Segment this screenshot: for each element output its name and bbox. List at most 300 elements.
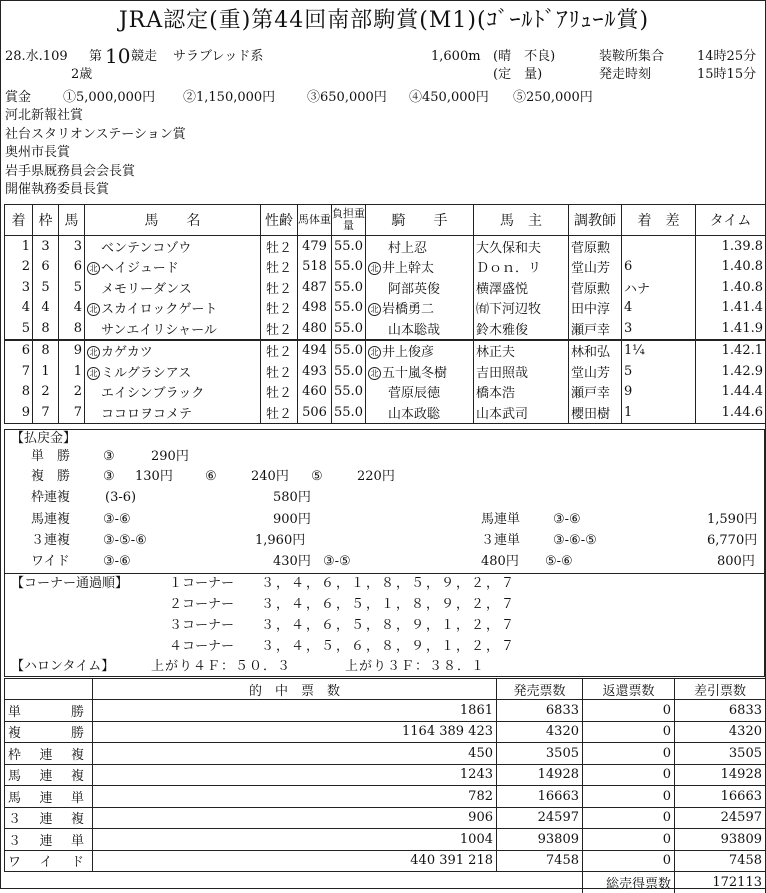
votes-bet-type: [5, 829, 93, 851]
result-jockey: [366, 236, 474, 257]
result-time: 1.44.4: [696, 382, 766, 403]
votes-row: [5, 829, 766, 851]
result-waku: 2: [33, 382, 59, 403]
start-time: 15時15分: [697, 67, 757, 82]
jockey-origin-mark: 北: [368, 262, 381, 275]
result-time: 1.39.8: [696, 236, 766, 257]
votes-col-net: 差引票数: [675, 679, 766, 700]
votes-sold: 14928: [497, 764, 583, 786]
result-jockey: [366, 402, 474, 423]
prize-2: ②1,150,000円: [183, 90, 276, 105]
sanrenpuku-combo: ③-⑤-⑥: [103, 533, 147, 548]
col-num: 馬: [59, 205, 85, 236]
votes-refund: 0: [583, 764, 675, 786]
jockey-origin-mark: 北: [368, 346, 381, 359]
bet-type-char: 連: [39, 812, 53, 828]
result-sex-age: 牡２: [261, 298, 298, 319]
bet-type-char: 連: [39, 790, 53, 806]
votes-bet-type-chars: [8, 744, 84, 763]
col-burden: 負担重量: [332, 205, 366, 236]
result-owner: 横澤盛悦: [474, 277, 569, 298]
bet-type-char: 単: [8, 704, 22, 720]
horse-name: ヘイジュード: [101, 261, 179, 277]
votes-sold: 24597: [497, 807, 583, 829]
race-number: 10: [105, 44, 131, 68]
result-rank: 3: [5, 277, 33, 298]
result-owner: 吉田照哉: [474, 361, 569, 382]
wide-combo-1: ③-⑥: [103, 554, 131, 569]
result-jockey: [366, 257, 474, 278]
horse-name: ミルグラシアス: [101, 365, 192, 381]
result-burden: 55.0: [332, 236, 366, 257]
result-trainer: 林和弘: [569, 340, 622, 362]
bet-type-char: イ: [39, 855, 53, 871]
results-table: [4, 204, 766, 424]
votes-refund: 0: [583, 700, 675, 722]
result-row: [5, 340, 766, 362]
result-sex-age: 牡２: [261, 277, 298, 298]
result-margin: 1¼: [622, 340, 696, 362]
result-margin: 3: [622, 318, 696, 340]
result-sex-age: 牡２: [261, 257, 298, 278]
bet-type-char: 連: [39, 747, 53, 763]
jockey-origin-mark: 北: [368, 303, 381, 316]
votes-refund: 0: [583, 807, 675, 829]
jockey-name: 井上幹太: [382, 261, 435, 277]
bet-type-char: 馬: [8, 790, 22, 806]
col-waku: 枠: [33, 205, 59, 236]
result-waku: 4: [33, 298, 59, 319]
corner-1-order: ３，４，６，１，８，５，９，２，７: [261, 576, 517, 591]
result-horse: [85, 236, 261, 257]
wide-amount-1: 430円: [273, 554, 311, 569]
result-burden: 55.0: [332, 277, 366, 298]
votes-refund: 0: [583, 786, 675, 808]
race-date-code: 28.水.109: [5, 49, 68, 64]
jockey-name: 山本政聡: [388, 406, 441, 422]
corner-4-label: ４コーナー: [169, 639, 235, 654]
jockey-name: 阿部英俊: [388, 281, 441, 297]
wide-combo-2: ③-⑤: [323, 554, 351, 569]
race-age: 2歳: [71, 67, 93, 82]
result-waku: 3: [33, 236, 59, 257]
votes-refund: 0: [583, 743, 675, 765]
result-rank: 8: [5, 382, 33, 403]
votes-sold: 3505: [497, 743, 583, 765]
votes-refund: 0: [583, 829, 675, 851]
result-row: [5, 361, 766, 382]
result-time: 1.42.1: [696, 340, 766, 362]
votes-hits: 450: [93, 743, 497, 765]
result-owner: ㈲下河辺牧: [474, 298, 569, 319]
result-margin: 4: [622, 298, 696, 319]
fukusho-amount-2: 240円: [251, 469, 289, 484]
result-margin: 9: [622, 382, 696, 403]
col-margin: 着 差: [622, 205, 696, 236]
prize-1: ①5,000,000円: [63, 90, 156, 105]
total-value: 172113: [675, 872, 766, 893]
votes-net: 93809: [675, 829, 766, 851]
votes-bet-type: [5, 743, 93, 765]
jockey-name: 菅原辰徳: [388, 386, 441, 402]
bet-type-char: 勝: [70, 726, 84, 742]
sanrentan-combo: ③-⑥-⑤: [553, 533, 597, 548]
votes-bet-type-chars: [8, 701, 84, 720]
horse-name: スカイロックゲート: [101, 302, 218, 318]
sponsor-item: 開催執務委員長賞: [5, 182, 110, 197]
votes-row: [5, 764, 766, 786]
col-weight: 馬体重: [298, 205, 332, 236]
bet-type-char: 連: [39, 769, 53, 785]
votes-bet-type: [5, 721, 93, 743]
horse-name: カゲカツ: [101, 345, 153, 361]
result-waku: 1: [33, 361, 59, 382]
result-rank: 2: [5, 257, 33, 278]
prize-5: ⑤250,000円: [513, 90, 593, 105]
payout-divider: [5, 573, 764, 574]
sanrenpuku-amount: 1,960円: [255, 533, 306, 548]
result-margin: 5: [622, 361, 696, 382]
total-label: 総売得票数: [583, 872, 675, 893]
result-trainer: 田中淳: [569, 298, 622, 319]
fukusho-amount-1: 130円: [135, 469, 173, 484]
race-kyoso: 競走: [131, 49, 158, 64]
result-waku: 6: [33, 257, 59, 278]
result-jockey: [366, 340, 474, 362]
bet-type-char: ３: [8, 833, 22, 849]
votes-hits: 1004: [93, 829, 497, 851]
result-time: 1.44.6: [696, 402, 766, 423]
result-waku: 7: [33, 402, 59, 423]
race-dai: 第: [89, 49, 103, 64]
payout-section: [4, 429, 765, 677]
race-weight-rule: (定 量): [493, 67, 543, 82]
votes-bet-type-chars: [8, 787, 84, 806]
bet-type-char: 複: [70, 747, 84, 763]
corners-heading: 【コーナー通過順】: [11, 576, 129, 591]
votes-sold: 6833: [497, 700, 583, 722]
result-owner: 林正夫: [474, 340, 569, 362]
sponsor-item: 岩手県厩務員会会長賞: [5, 163, 136, 179]
result-trainer: 堂山芳: [569, 257, 622, 278]
votes-hits: 906: [93, 807, 497, 829]
prize-3: ③650,000円: [307, 90, 387, 105]
sponsor-list: [5, 107, 186, 200]
result-weight: 487: [298, 277, 332, 298]
result-weight: 480: [298, 318, 332, 340]
umaren-amount: 900円: [273, 512, 311, 527]
result-horse: [85, 257, 261, 278]
votes-hits: 1861: [93, 700, 497, 722]
corner-4-order: ３，４，５，６，８，９，１，２，７: [261, 639, 517, 654]
col-owner: 馬 主: [474, 205, 569, 236]
origin-mark: 北: [87, 346, 100, 359]
sponsor-item: 奥州市長賞: [5, 145, 71, 160]
result-jockey: [366, 361, 474, 382]
result-trainer: 櫻田樹: [569, 402, 622, 423]
votes-row: [5, 721, 766, 743]
result-trainer: 瀬戸幸: [569, 382, 622, 403]
result-row: [5, 298, 766, 319]
result-time: 1.41.9: [696, 318, 766, 340]
horse-name: サンエイリシャール: [101, 322, 217, 338]
result-sex-age: 牡２: [261, 340, 298, 362]
wide-combo-3: ⑤-⑥: [545, 554, 573, 569]
result-rank: 1: [5, 236, 33, 257]
result-number: 7: [59, 402, 85, 423]
result-horse: [85, 318, 261, 340]
fukusho-combo-2: ⑥: [205, 469, 217, 484]
result-weight: 506: [298, 402, 332, 423]
votes-row: [5, 850, 766, 872]
votes-net: 24597: [675, 807, 766, 829]
votes-col-refund: 返還票数: [583, 679, 675, 700]
votes-net: 4320: [675, 721, 766, 743]
votes-bet-type: [5, 764, 93, 786]
result-weight: 498: [298, 298, 332, 319]
result-row: [5, 257, 766, 278]
votes-bet-type: [5, 786, 93, 808]
result-waku: 8: [33, 318, 59, 340]
umatan-combo: ③-⑥: [553, 512, 581, 527]
fukusho-combo-1: ③: [103, 469, 115, 484]
fukusho-label: 複 勝: [31, 469, 71, 484]
jockey-name: 井上俊彦: [382, 345, 435, 361]
result-rank: 5: [5, 318, 33, 340]
result-owner: 橋本浩: [474, 382, 569, 403]
corner-2-order: ３，４，６，５，１，８，９，２，７: [261, 597, 517, 612]
votes-hits: 440 391 218: [93, 850, 497, 872]
votes-col-name: [5, 679, 93, 700]
result-sex-age: 牡２: [261, 361, 298, 382]
origin-mark: 北: [87, 303, 100, 316]
votes-table: [4, 678, 766, 893]
votes-net: 16663: [675, 786, 766, 808]
result-margin: 1: [622, 402, 696, 423]
result-rank: 4: [5, 298, 33, 319]
horse-name: メモリーダンス: [101, 281, 192, 297]
gather-label: 装鞍所集合: [599, 49, 665, 64]
result-weight: 494: [298, 340, 332, 362]
result-jockey: [366, 298, 474, 319]
result-burden: 55.0: [332, 257, 366, 278]
votes-bet-type: [5, 700, 93, 722]
sanrentan-amount: 6,770円: [707, 533, 758, 548]
result-horse: [85, 298, 261, 319]
result-number: 5: [59, 277, 85, 298]
horse-name: ココロヲコメテ: [101, 406, 193, 422]
result-margin: ハナ: [622, 277, 696, 298]
result-weight: 479: [298, 236, 332, 257]
horse-name: エイシンブラック: [101, 386, 205, 402]
wakuren-label: 枠連複: [31, 490, 71, 505]
votes-col-sold: 発売票数: [497, 679, 583, 700]
result-row: [5, 402, 766, 423]
votes-sold: 4320: [497, 721, 583, 743]
votes-refund: 0: [583, 850, 675, 872]
result-horse: [85, 340, 261, 362]
corner-2-label: ２コーナー: [169, 597, 235, 612]
wakuren-amount: 580円: [273, 490, 311, 505]
origin-mark: 北: [87, 367, 100, 380]
bet-type-char: 馬: [8, 769, 22, 785]
col-horse: 馬 名: [85, 205, 261, 236]
result-sex-age: 牡２: [261, 318, 298, 340]
bet-type-char: 複: [70, 812, 84, 828]
result-number: 2: [59, 382, 85, 403]
result-weight: 518: [298, 257, 332, 278]
jockey-name: 岩橋勇二: [382, 302, 435, 318]
race-weather: (晴 不良): [493, 49, 556, 64]
result-horse: [85, 382, 261, 403]
votes-row: [5, 807, 766, 829]
result-owner: 大久保和夫: [474, 236, 569, 257]
result-owner: 鈴木雅俊: [474, 318, 569, 340]
race-distance: 1,600m: [431, 49, 481, 64]
votes-bet-type-chars: [8, 851, 84, 870]
gather-time: 14時25分: [697, 49, 757, 64]
result-burden: 55.0: [332, 402, 366, 423]
jockey-origin-mark: 北: [368, 367, 381, 380]
bet-type-char: ド: [70, 855, 84, 871]
bet-type-char: 枠: [8, 747, 22, 763]
result-burden: 55.0: [332, 298, 366, 319]
result-jockey: [366, 382, 474, 403]
result-owner: 山本武司: [474, 402, 569, 423]
votes-row: [5, 743, 766, 765]
votes-bet-type-chars: [8, 808, 84, 827]
votes-bet-type-chars: [8, 765, 84, 784]
start-label: 発走時刻: [599, 67, 652, 82]
result-time: 1.42.9: [696, 361, 766, 382]
votes-bet-type: [5, 807, 93, 829]
result-time: 1.40.8: [696, 277, 766, 298]
col-jockey: 騎 手: [366, 205, 474, 236]
sanrenpuku-label: ３連複: [31, 533, 71, 548]
votes-row: [5, 700, 766, 722]
col-rank: 着: [5, 205, 33, 236]
result-row: [5, 382, 766, 403]
votes-sold: 16663: [497, 786, 583, 808]
wakuren-combo: (3-6): [105, 490, 137, 505]
votes-net: 6833: [675, 700, 766, 722]
jockey-name: 村上忍: [388, 240, 428, 256]
result-burden: 55.0: [332, 361, 366, 382]
result-burden: 55.0: [332, 382, 366, 403]
result-sex-age: 牡２: [261, 382, 298, 403]
payout-heading: 【払戻金】: [11, 431, 77, 446]
horse-name: ベンテンコゾウ: [101, 240, 192, 256]
corner-3-order: ３，４，６，５，８，９，１，２，７: [261, 618, 517, 633]
result-time: 1.40.8: [696, 257, 766, 278]
result-rank: 7: [5, 361, 33, 382]
halon-last3f: 上がり３Ｆ：３８．１: [345, 659, 486, 674]
prize-label: 賞金: [5, 90, 32, 105]
result-sex-age: 牡２: [261, 236, 298, 257]
fukusho-combo-3: ⑤: [311, 469, 323, 484]
wide-label: ワイド: [31, 554, 70, 569]
col-trainer: 調教師: [569, 205, 622, 236]
results-body: [5, 236, 766, 424]
result-number: 1: [59, 361, 85, 382]
halon-heading: 【ハロンタイム】: [11, 659, 115, 674]
result-horse: [85, 277, 261, 298]
result-number: 9: [59, 340, 85, 362]
result-number: 6: [59, 257, 85, 278]
tansho-combo: ③: [103, 449, 115, 464]
col-time: タイム: [696, 205, 766, 236]
prize-4: ④450,000円: [409, 90, 489, 105]
bet-type-char: 複: [70, 769, 84, 785]
result-trainer: 菅原勲: [569, 277, 622, 298]
result-rank: 9: [5, 402, 33, 423]
result-trainer: 瀬戸幸: [569, 318, 622, 340]
sponsor-item: 河北新報社賞: [5, 108, 84, 123]
result-time: 1.41.4: [696, 298, 766, 319]
sanrentan-label: ３連単: [481, 533, 521, 548]
result-burden: 55.0: [332, 340, 366, 362]
votes-hits: 1164 389 423: [93, 721, 497, 743]
result-margin: [622, 236, 696, 257]
jockey-name: 山本聡哉: [388, 322, 441, 338]
bet-type-char: 勝: [70, 704, 84, 720]
votes-bet-type-chars: [8, 722, 84, 741]
bet-type-char: 単: [70, 833, 84, 849]
result-horse: [85, 361, 261, 382]
votes-hits: 1243: [93, 764, 497, 786]
votes-sold: 93809: [497, 829, 583, 851]
result-rank: 6: [5, 340, 33, 362]
race-breed: サラブレッド系: [173, 49, 264, 64]
umaren-label: 馬連複: [31, 512, 71, 527]
result-horse: [85, 402, 261, 423]
result-row: [5, 318, 766, 340]
origin-mark: 北: [87, 262, 100, 275]
wide-amount-2: 480円: [481, 554, 519, 569]
race-title: JRA認定(重)第44回南部駒賞(M1)(ｺﾞｰﾙﾄﾞｱﾘｭｰﾙ賞): [118, 8, 650, 33]
result-waku: 5: [33, 277, 59, 298]
result-row: [5, 236, 766, 257]
bet-type-char: 連: [39, 833, 53, 849]
votes-body: [5, 700, 766, 872]
votes-col-hits: 的 中 票 数: [93, 679, 497, 700]
result-waku: 8: [33, 340, 59, 362]
umatan-label: 馬連単: [481, 512, 521, 527]
votes-net: 14928: [675, 764, 766, 786]
votes-refund: 0: [583, 721, 675, 743]
halon-last4f: 上がり４Ｆ：５０．３: [151, 659, 292, 674]
bet-type-char: 複: [8, 726, 22, 742]
result-sex-age: 牡２: [261, 402, 298, 423]
result-weight: 493: [298, 361, 332, 382]
tansho-amount: 290円: [151, 449, 189, 464]
result-row: [5, 277, 766, 298]
result-trainer: 堂山芳: [569, 361, 622, 382]
votes-net: 7458: [675, 850, 766, 872]
result-margin: 6: [622, 257, 696, 278]
bet-type-char: ワ: [8, 855, 22, 871]
votes-net: 3505: [675, 743, 766, 765]
votes-sold: 7458: [497, 850, 583, 872]
result-jockey: [366, 318, 474, 340]
result-jockey: [366, 277, 474, 298]
result-owner: Ｄｏｎ．リ: [474, 257, 569, 278]
result-burden: 55.0: [332, 318, 366, 340]
wide-amount-3: 800円: [717, 554, 755, 569]
corner-3-label: ３コーナー: [169, 618, 235, 633]
result-trainer: 菅原勲: [569, 236, 622, 257]
votes-hits: 782: [93, 786, 497, 808]
